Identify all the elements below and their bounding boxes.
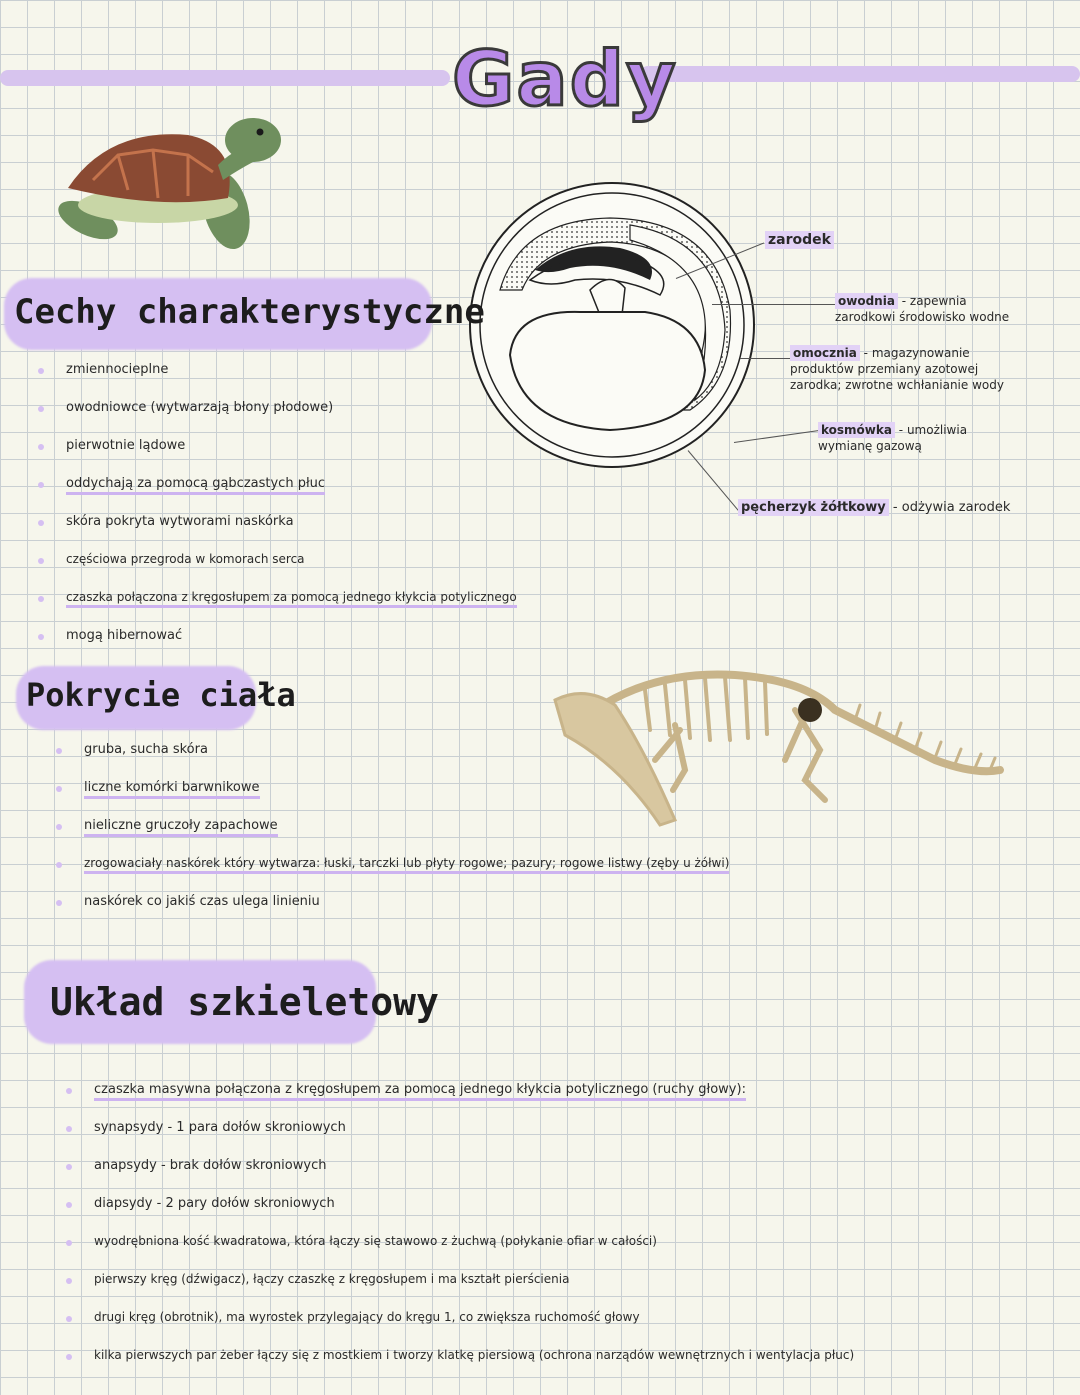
label-kosmowka-desc: - umożliwia wymianę gazową bbox=[818, 423, 968, 453]
skeleton-back-leg bbox=[785, 710, 825, 800]
label-zarodek-term: zarodek bbox=[765, 231, 834, 249]
list-item: mogą hibernować bbox=[66, 628, 517, 666]
label-owodnia bbox=[835, 293, 1025, 325]
label-omocznia-desc: - magazynowanie produktów przemiany azotowej zarodka; zwrotne wchłanianie wody bbox=[790, 346, 1004, 392]
list-item: kilka pierwszych par żeber łączy się z mostkiem i tworzy klatkę piersiową (ochrona narządów wewnętrznych i wentylacja płuc) bbox=[94, 1348, 854, 1386]
page-title: Gady bbox=[452, 34, 678, 123]
list-item: drugi kręg (obrotnik), ma wyrostek przylegający do kręgu 1, co zwiększa ruchomość głowy bbox=[94, 1310, 854, 1348]
heading-uklad: Układ szkieletowy bbox=[50, 980, 439, 1024]
list-item bbox=[66, 590, 517, 628]
heading-cechy: Cechy charakterystyczne bbox=[14, 292, 485, 332]
label-pecherzyk bbox=[738, 500, 1010, 515]
list-item: synapsydy - 1 para dołów skroniowych bbox=[94, 1120, 854, 1158]
list-item bbox=[84, 818, 729, 856]
skeleton-tail-spines bbox=[855, 705, 995, 770]
list-item: częściowa przegroda w komorach serca bbox=[66, 552, 517, 590]
title-line-right bbox=[640, 66, 1080, 82]
list-item-text: czaszka połączona z kręgosłupem za pomocą jednego kłykcia potylicznego bbox=[66, 590, 517, 608]
list-uklad bbox=[94, 1082, 854, 1386]
turtle-eye bbox=[257, 129, 264, 136]
list-item: pierwotnie lądowe bbox=[66, 438, 517, 476]
label-kosmowka bbox=[818, 422, 1018, 454]
list-item-text: czaszka masywna połączona z kręgosłupem za pomocą jednego kłykcia potylicznego (ruchy głowy): bbox=[94, 1082, 746, 1101]
list-item bbox=[66, 476, 517, 514]
list-cechy bbox=[66, 362, 517, 666]
label-omocznia bbox=[790, 345, 1030, 393]
list-item: diapsydy - 2 pary dołów skroniowych bbox=[94, 1196, 854, 1234]
heading-pokrycie: Pokrycie ciała bbox=[26, 676, 296, 714]
list-item bbox=[84, 780, 729, 818]
list-item-text: nieliczne gruczoły zapachowe bbox=[84, 818, 278, 837]
heading-pokrycie-wrap bbox=[20, 672, 302, 718]
list-item: owodniowce (wytwarzają błony płodowe) bbox=[66, 400, 517, 438]
skeleton-pelvis bbox=[798, 698, 822, 722]
list-item: skóra pokryta wytworami naskórka bbox=[66, 514, 517, 552]
label-owodnia-term: owodnia bbox=[835, 293, 898, 309]
heading-uklad-wrap bbox=[44, 976, 445, 1028]
list-item: gruba, sucha skóra bbox=[84, 742, 729, 780]
title-line-left bbox=[0, 70, 450, 86]
list-item: zmiennocieplne bbox=[66, 362, 517, 400]
list-item-text: oddychają za pomocą gąbczastych płuc bbox=[66, 476, 325, 495]
leader-owodnia bbox=[712, 304, 837, 305]
skeleton-ribs bbox=[645, 677, 767, 740]
heading-cechy-wrap bbox=[8, 288, 491, 336]
label-owodnia-desc: - zapewnia zarodkowi środowisko wodne bbox=[835, 294, 1010, 324]
turtle-illustration bbox=[48, 110, 288, 255]
list-item bbox=[94, 1082, 854, 1120]
list-item: naskórek co jakiś czas ulega linieniu bbox=[84, 894, 729, 932]
list-item-text: zrogowaciały naskórek który wytwarza: łuski, tarczki lub płyty rogowe; pazury; rogowe listwy (zęby u żółwi) bbox=[84, 856, 729, 874]
list-pokrycie bbox=[84, 742, 729, 932]
list-item-text: liczne komórki barwnikowe bbox=[84, 780, 260, 799]
label-pecherzyk-desc: - odżywia zarodek bbox=[892, 500, 1011, 515]
list-item: wyodrębniona kość kwadratowa, która łączy się stawowo z żuchwą (połykanie ofiar w całości) bbox=[94, 1234, 854, 1272]
label-pecherzyk-term: pęcherzyk żółtkowy bbox=[738, 499, 889, 516]
list-item: anapsydy - brak dołów skroniowych bbox=[94, 1158, 854, 1196]
list-item: pierwszy kręg (dźwigacz), łączy czaszkę z kręgosłupem i ma kształt pierścienia bbox=[94, 1272, 854, 1310]
label-omocznia-term: omocznia bbox=[790, 345, 860, 361]
label-kosmowka-term: kosmówka bbox=[818, 422, 895, 438]
label-zarodek bbox=[765, 232, 834, 248]
list-item bbox=[84, 856, 729, 894]
